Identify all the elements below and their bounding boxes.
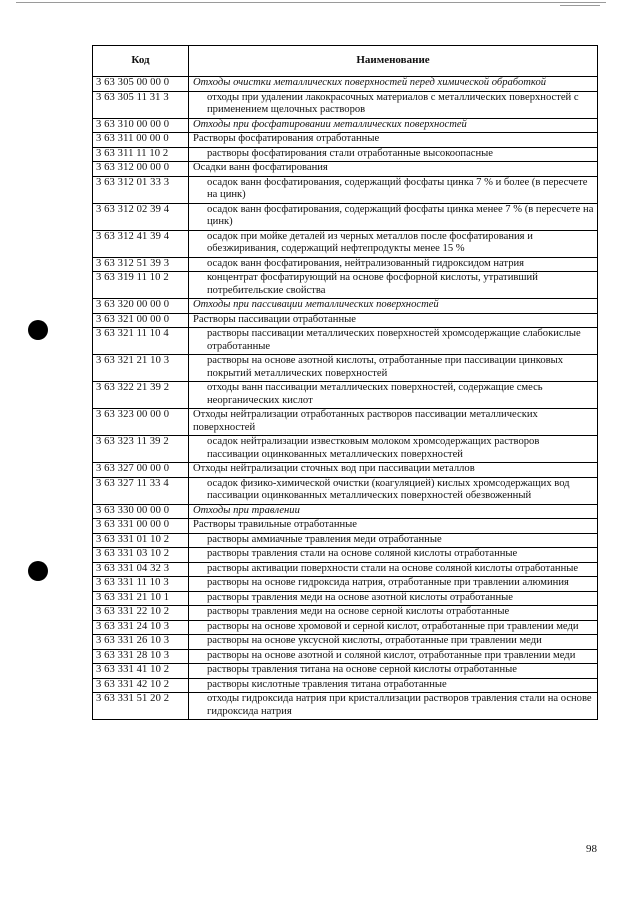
waste-code: 3 63 331 51 20 2	[93, 693, 189, 720]
table-row	[93, 606, 598, 621]
waste-code: 3 63 327 00 00 0	[93, 463, 189, 478]
table-row	[93, 257, 598, 272]
table-row	[93, 533, 598, 548]
waste-name: растворы травления стали на основе соляной кислоты отработанные	[189, 548, 598, 563]
waste-name: растворы на основе уксусной кислоты, отработанные при травлении меди	[189, 635, 598, 650]
table-row	[93, 577, 598, 592]
waste-code: 3 63 331 03 10 2	[93, 548, 189, 563]
waste-classification-table	[92, 45, 598, 720]
waste-code: 3 63 311 00 00 0	[93, 133, 189, 148]
waste-name: растворы на основе гидроксида натрия, отработанные при травлении алюминия	[189, 577, 598, 592]
table-row	[93, 409, 598, 436]
waste-code: 3 63 312 01 33 3	[93, 176, 189, 203]
waste-name: осадок ванн фосфатирования, содержащий фосфаты цинка менее 7 % (в пересчете на цинк)	[189, 203, 598, 230]
table-row	[93, 230, 598, 257]
waste-code: 3 63 331 22 10 2	[93, 606, 189, 621]
waste-code: 3 63 331 24 10 3	[93, 620, 189, 635]
table-row	[93, 463, 598, 478]
waste-name: Отходы очистки металлических поверхностей перед химической обработкой	[189, 77, 598, 92]
table-row	[93, 562, 598, 577]
waste-name: Отходы при пассивации металлических поверхностей	[189, 299, 598, 314]
waste-name: Отходы при травлении	[189, 504, 598, 519]
waste-code: 3 63 305 00 00 0	[93, 77, 189, 92]
table-row	[93, 649, 598, 664]
waste-code: 3 63 331 41 10 2	[93, 664, 189, 679]
scan-edge-line	[16, 2, 606, 3]
table-row	[93, 382, 598, 409]
waste-code: 3 63 327 11 33 4	[93, 477, 189, 504]
table-row	[93, 519, 598, 534]
waste-name: отходы ванн пассивации металлических поверхностей, содержащие смесь неорганических кислот	[189, 382, 598, 409]
waste-name: Растворы травильные отработанные	[189, 519, 598, 534]
table-row	[93, 678, 598, 693]
waste-name: Растворы фосфатирования отработанные	[189, 133, 598, 148]
waste-name: осадок ванн фосфатирования, нейтрализованный гидроксидом натрия	[189, 257, 598, 272]
table-row	[93, 477, 598, 504]
waste-code: 3 63 312 02 39 4	[93, 203, 189, 230]
waste-name: Растворы пассивации отработанные	[189, 313, 598, 328]
table-row	[93, 328, 598, 355]
table-row	[93, 299, 598, 314]
waste-name: Отходы нейтрализации сточных вод при пассивации металлов	[189, 463, 598, 478]
waste-code: 3 63 321 21 10 3	[93, 355, 189, 382]
table-row	[93, 355, 598, 382]
waste-code: 3 63 330 00 00 0	[93, 504, 189, 519]
waste-name: растворы аммиачные травления меди отработанные	[189, 533, 598, 548]
waste-name: растворы на основе хромовой и серной кислот, отработанные при травлении меди	[189, 620, 598, 635]
table-row	[93, 162, 598, 177]
header-name: Наименование	[189, 46, 598, 77]
waste-name: осадок физико-химической очистки (коагуляцией) кислых хромсодержащих вод пассивации оцинкованных металлических поверхностей обезвоженный	[189, 477, 598, 504]
punch-hole-mark	[28, 561, 48, 581]
waste-name: растворы активации поверхности стали на основе соляной кислоты отработанные	[189, 562, 598, 577]
waste-code: 3 63 319 11 10 2	[93, 272, 189, 299]
waste-code: 3 63 323 11 39 2	[93, 436, 189, 463]
table-row	[93, 133, 598, 148]
waste-name: растворы фосфатирования стали отработанные высокоопасные	[189, 147, 598, 162]
waste-code: 3 63 331 21 10 1	[93, 591, 189, 606]
waste-code: 3 63 312 00 00 0	[93, 162, 189, 177]
waste-name: отходы при удалении лакокрасочных материалов с металлических поверхностей с применением щелочных растворов	[189, 91, 598, 118]
waste-code: 3 63 331 42 10 2	[93, 678, 189, 693]
waste-code: 3 63 320 00 00 0	[93, 299, 189, 314]
header-code: Код	[93, 46, 189, 77]
waste-name: Отходы нейтрализации отработанных растворов пассивации металлических поверхностей	[189, 409, 598, 436]
waste-code: 3 63 331 00 00 0	[93, 519, 189, 534]
waste-code: 3 63 331 11 10 3	[93, 577, 189, 592]
waste-code: 3 63 311 11 10 2	[93, 147, 189, 162]
waste-name: осадок нейтрализации известковым молоком хромсодержащих растворов пассивации оцинкованных металлических поверхностей	[189, 436, 598, 463]
table-row	[93, 77, 598, 92]
punch-hole-mark	[28, 320, 48, 340]
table-row	[93, 436, 598, 463]
waste-code: 3 63 331 04 32 3	[93, 562, 189, 577]
table-header-row	[93, 46, 598, 77]
table-row	[93, 620, 598, 635]
waste-code: 3 63 305 11 31 3	[93, 91, 189, 118]
table-row	[93, 118, 598, 133]
table-row	[93, 272, 598, 299]
waste-name: растворы травления меди на основе азотной кислоты отработанные	[189, 591, 598, 606]
table-row	[93, 91, 598, 118]
waste-code: 3 63 331 26 10 3	[93, 635, 189, 650]
waste-code: 3 63 322 21 39 2	[93, 382, 189, 409]
waste-code: 3 63 321 00 00 0	[93, 313, 189, 328]
waste-code: 3 63 310 00 00 0	[93, 118, 189, 133]
waste-name: Отходы при фосфатировании металлических поверхностей	[189, 118, 598, 133]
waste-name: растворы пассивации металлических поверхностей хромсодержащие слабокислые отработанные	[189, 328, 598, 355]
waste-code: 3 63 331 28 10 3	[93, 649, 189, 664]
waste-name: концентрат фосфатирующий на основе фосфорной кислоты, утративший потребительские свойства	[189, 272, 598, 299]
waste-code: 3 63 312 41 39 4	[93, 230, 189, 257]
waste-name: растворы кислотные травления титана отработанные	[189, 678, 598, 693]
waste-name: растворы на основе азотной и соляной кислот, отработанные при травлении меди	[189, 649, 598, 664]
waste-code: 3 63 321 11 10 4	[93, 328, 189, 355]
waste-name: отходы гидроксида натрия при кристаллизации растворов травления стали на основе гидроксида натрия	[189, 693, 598, 720]
table-row	[93, 693, 598, 720]
waste-code: 3 63 331 01 10 2	[93, 533, 189, 548]
waste-code: 3 63 323 00 00 0	[93, 409, 189, 436]
waste-code: 3 63 312 51 39 3	[93, 257, 189, 272]
waste-name: Осадки ванн фосфатирования	[189, 162, 598, 177]
table-row	[93, 548, 598, 563]
table-row	[93, 203, 598, 230]
table-row	[93, 591, 598, 606]
waste-name: растворы травления меди на основе серной кислоты отработанные	[189, 606, 598, 621]
table-body	[93, 77, 598, 720]
waste-name: осадок ванн фосфатирования, содержащий фосфаты цинка 7 % и более (в пересчете на цинк)	[189, 176, 598, 203]
table-row	[93, 313, 598, 328]
table-row	[93, 664, 598, 679]
waste-name: растворы на основе азотной кислоты, отработанные при пассивации цинковых покрытий металлических поверхностей	[189, 355, 598, 382]
page-number: 98	[586, 843, 597, 855]
waste-name: осадок при мойке деталей из черных металлов после фосфатирования и обезжиривания, содержащий нефтепродукты менее 15 %	[189, 230, 598, 257]
table-row	[93, 176, 598, 203]
scan-edge-mark	[560, 5, 600, 6]
waste-name: растворы травления титана на основе серной кислоты отработанные	[189, 664, 598, 679]
table-row	[93, 635, 598, 650]
table-row	[93, 504, 598, 519]
table-row	[93, 147, 598, 162]
